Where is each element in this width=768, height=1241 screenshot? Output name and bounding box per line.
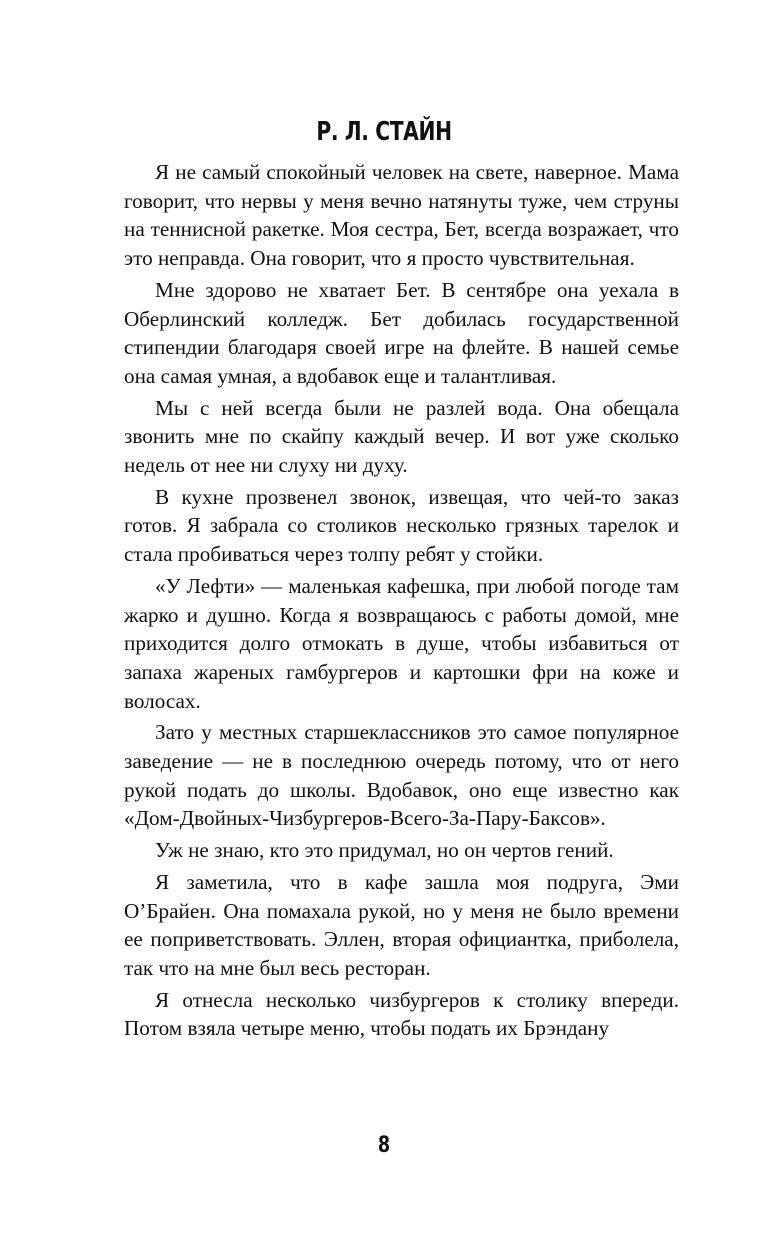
paragraph: Я не самый спокойный человек на свете, наверное. Мама говорит, что нервы у меня вечно натянуты туже, чем струны на теннисной ракетке. Моя сестра, Бет, всегда возражает, что это неправда. Она говорит, что я просто чувствительная.: [124, 160, 679, 271]
paragraph: Зато у местных старшеклассников это самое популярное заведение — не в последнюю очередь потому, что от него рукой подать до школы. Вдобавок, оно еще известно как «Дом-Двойных-Чизбургеров-Всего-За-Пару-Баксов».: [124, 720, 679, 831]
paragraph: Я отнесла несколько чизбургеров к столику впереди. Потом взяла четыре меню, чтобы подать их Брэндану: [124, 987, 679, 1041]
paragraph: Мне здорово не хватает Бет. В сентябре она уехала в Оберлинский колледж. Бет добилась государственной стипендии благодаря своей игре на флейте. В нашей семье она самая умная, а вдобавок еще и талантливая.: [124, 277, 679, 388]
paragraph: Я заметила, что в кафе зашла моя подруга, Эми О’Брайен. Она помахала рукой, но у меня не было времени ее поприветствовать. Эллен, вторая официантка, приболела, так что на мне был весь ресторан.: [124, 869, 679, 980]
page-number: 8: [377, 1133, 391, 1158]
paragraph: Уж не знаю, кто это придумал, но он чертов гений.: [155, 838, 614, 863]
paragraph: «У Лефти» — маленькая кафешка, при любой погоде там жарко и душно. Когда я возвращаюсь с работы домой, мне приходится долго отмокать в душе, чтобы избавиться от запаха жареных гамбургеров и картошки фри на коже и волосах.: [124, 573, 679, 713]
body-text: [124, 158, 679, 1046]
paragraph: Мы с ней всегда были не разлей вода. Она обещала звонить мне по скайпу каждый вечер. И вот уже сколько недель от нее ни слуху ни духу.: [124, 395, 679, 478]
paragraph: В кухне прозвенел звонок, извещая, что чей-то заказ готов. Я забрала со столиков несколько грязных тарелок и стала пробиваться через толпу ребят у стойки.: [124, 484, 679, 567]
running-head: Р. Л. СТАЙН: [316, 117, 452, 147]
